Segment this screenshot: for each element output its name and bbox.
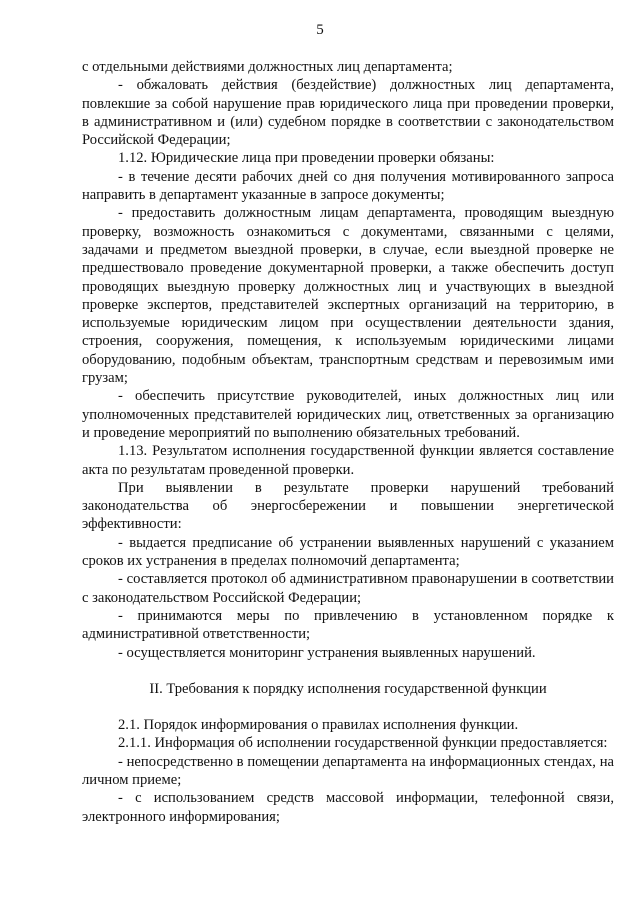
paragraph: - выдается предписание об устранении выявленных нарушений с указанием сроков их устранения в пределах полномочий департамента; [82, 534, 614, 570]
paragraph: - с использованием средств массовой информации, телефонной связи, электронного информирования; [82, 790, 614, 825]
paragraph: с отдельными действиями должностных лиц департамента; [82, 59, 453, 75]
section-heading: II. Требования к порядку исполнения государственной функции [149, 680, 547, 697]
paragraph: 2.1.1. Информация об исполнении государственной функции предоставляется: [118, 735, 608, 752]
paragraph: - составляется протокол об административном правонарушении в соответствии с законодательством Российской Федерации; [82, 571, 614, 606]
page-number: 5 [316, 22, 324, 38]
paragraph: При выявлении в результате проверки нарушений требований законодательства об энергосбережении и повышении энергетической эффективности: [82, 479, 614, 533]
paragraph: 2.1. Порядок информирования о правилах исполнения функции. [118, 717, 519, 734]
paragraph: - обеспечить присутствие руководителей, иных должностных лиц или уполномоченных представителей юридических лиц, ответственных за организацию и проведение мероприятий по выполнению обязательных требований. [82, 388, 614, 441]
paragraph: 1.12. Юридические лица при проведении проверки обязаны: [118, 150, 495, 167]
paragraph: - осуществляется мониторинг устранения выявленных нарушений. [118, 644, 536, 661]
paragraph: - непосредственно в помещении департамента на информационных стендах, на личном приеме; [82, 753, 614, 788]
paragraph: - обжаловать действия (бездействие) должностных лиц департамента, повлекшие за собой нарушение прав юридического лица при проведении проверки, в административном и (или) судебном порядке в соответствии с законодательством Российской Федерации; [82, 77, 614, 149]
paragraph: - принимаются меры по привлечению в установленном порядке к административной ответственности; [82, 607, 614, 643]
document-body [82, 58, 614, 826]
paragraph: 1.13. Результатом исполнения государственной функции является составление акта по результатам проведенной проверки. [82, 443, 614, 478]
paragraph: - в течение десяти рабочих дней со дня получения мотивированного запроса направить в департамент указанные в запросе документы; [82, 168, 614, 204]
paragraph: - предоставить должностным лицам департамента, проводящим выездную проверку, возможность ознакомиться с документами, связанными с целями, задачами и предметом выездной проверки, в случае, если выездной проверке не предшествовало проведение документарной проверки, а также обеспечить доступ проводящих выездную проверку должностных лиц и участвующих в выездной проверке экспертов, представителей экспертных организаций на территорию, в используемые юридическим лицом при осуществлении деятельности здания, строения, сооружения, помещения, к используемым юридическими лицами оборудованию, подобным объектам, транспортным средствам и перевозимым ими грузам; [82, 205, 614, 387]
